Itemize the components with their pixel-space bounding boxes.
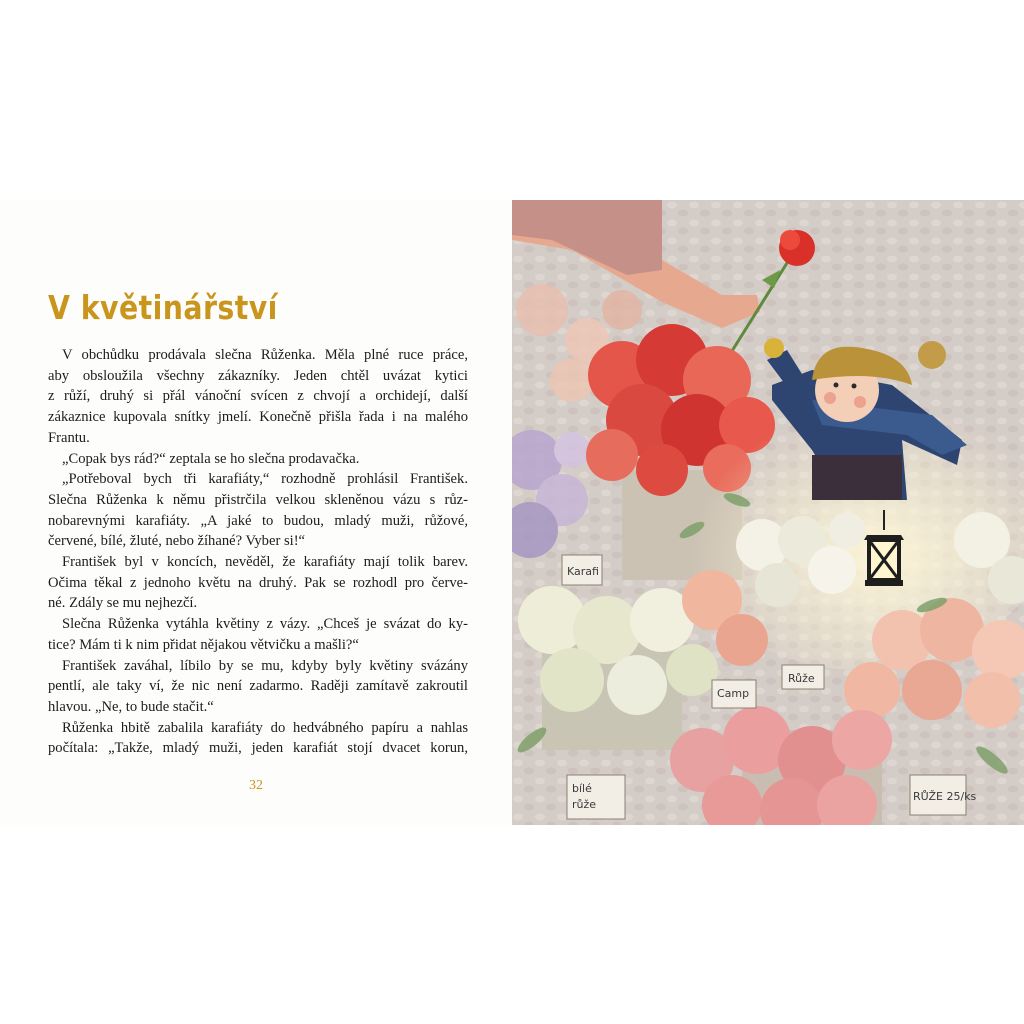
text-line: hlavou. „Ne, to bude stačit.“ <box>48 698 214 715</box>
text-line: „Copak bys rád?“ zeptala se ho slečna prodavačka. <box>62 450 360 467</box>
text-line: červené, bílé, žluté, nebo žíhané? Vyber si!“ <box>48 533 306 550</box>
text-line: Frantu. <box>48 429 90 446</box>
text-line: nobarevnými karafiáty. „A jaké to budou, mladý muži, růžové, <box>48 512 468 529</box>
book-spread <box>0 200 1024 825</box>
text-line: V obchůdku prodávala slečna Růženka. Měla plné ruce práce, <box>62 347 468 363</box>
price-tag-ruze-middle <box>782 665 824 689</box>
text-line: Očima těkal z jednoho květu na druhý. Pak se rozhodl pro červe- <box>48 574 468 591</box>
svg-text:bílé: bílé <box>572 782 592 795</box>
svg-text:Karafi: Karafi <box>567 565 599 578</box>
text-line: počítala: „Takže, mladý muži, jeden karafiát stojí dvacet korun, <box>48 740 468 757</box>
price-tag-bile-ruze <box>567 775 625 819</box>
text-line: František zaváhal, líbilo by se mu, kdyby byly květiny svázány <box>62 657 468 674</box>
price-tag-camp <box>712 680 756 708</box>
price-tag-karafiaty <box>562 555 602 585</box>
text-line: pentlí, ale taky ví, že nic není zadarmo. Raději zamítavě zakroutil <box>48 678 468 695</box>
svg-text:RŮŽE 25/ks: RŮŽE 25/ks <box>913 790 977 803</box>
text-line: Slečna Růženka vytáhla květiny z vázy. „Chceš je svázat do ky- <box>62 616 468 633</box>
text-line: z růží, druhý si přál vánoční svícen z chvojí a orchidejí, další <box>48 388 468 405</box>
svg-text:Camp: Camp <box>717 687 750 700</box>
flower-shop-illustration <box>512 200 1024 825</box>
svg-text:růže: růže <box>572 798 597 811</box>
text-line: „Potřeboval bych tři karafiáty,“ rozhodně prohlásil František. <box>62 471 468 488</box>
text-line: tice? Mám ti k nim přidat nějakou větvičku a mašli?“ <box>48 636 359 653</box>
text-line: Slečna Růženka k němu přistrčila velkou skleněnou vázu s růz- <box>48 491 468 508</box>
page-number: 32 <box>249 778 263 793</box>
chapter-title: V květinářství <box>48 288 278 327</box>
svg-text:Růže: Růže <box>788 672 815 685</box>
text-line: aby obsloužila všechny zákazníky. Jeden chtěl uvázat kytici <box>48 367 468 384</box>
body-text <box>48 345 468 759</box>
text-line: zákaznice kupovala snítky jmelí. Konečně přišla řada i na malého <box>48 409 468 426</box>
text-line: Růženka hbitě zabalila karafiáty do hedvábného papíru a nahlas <box>62 719 468 736</box>
text-line: né. Zdály se mu nejhezčí. <box>48 595 198 612</box>
left-page <box>0 200 512 825</box>
text-line: František byl v koncích, nevěděl, že karafiáty mají tolik barev. <box>62 554 468 571</box>
